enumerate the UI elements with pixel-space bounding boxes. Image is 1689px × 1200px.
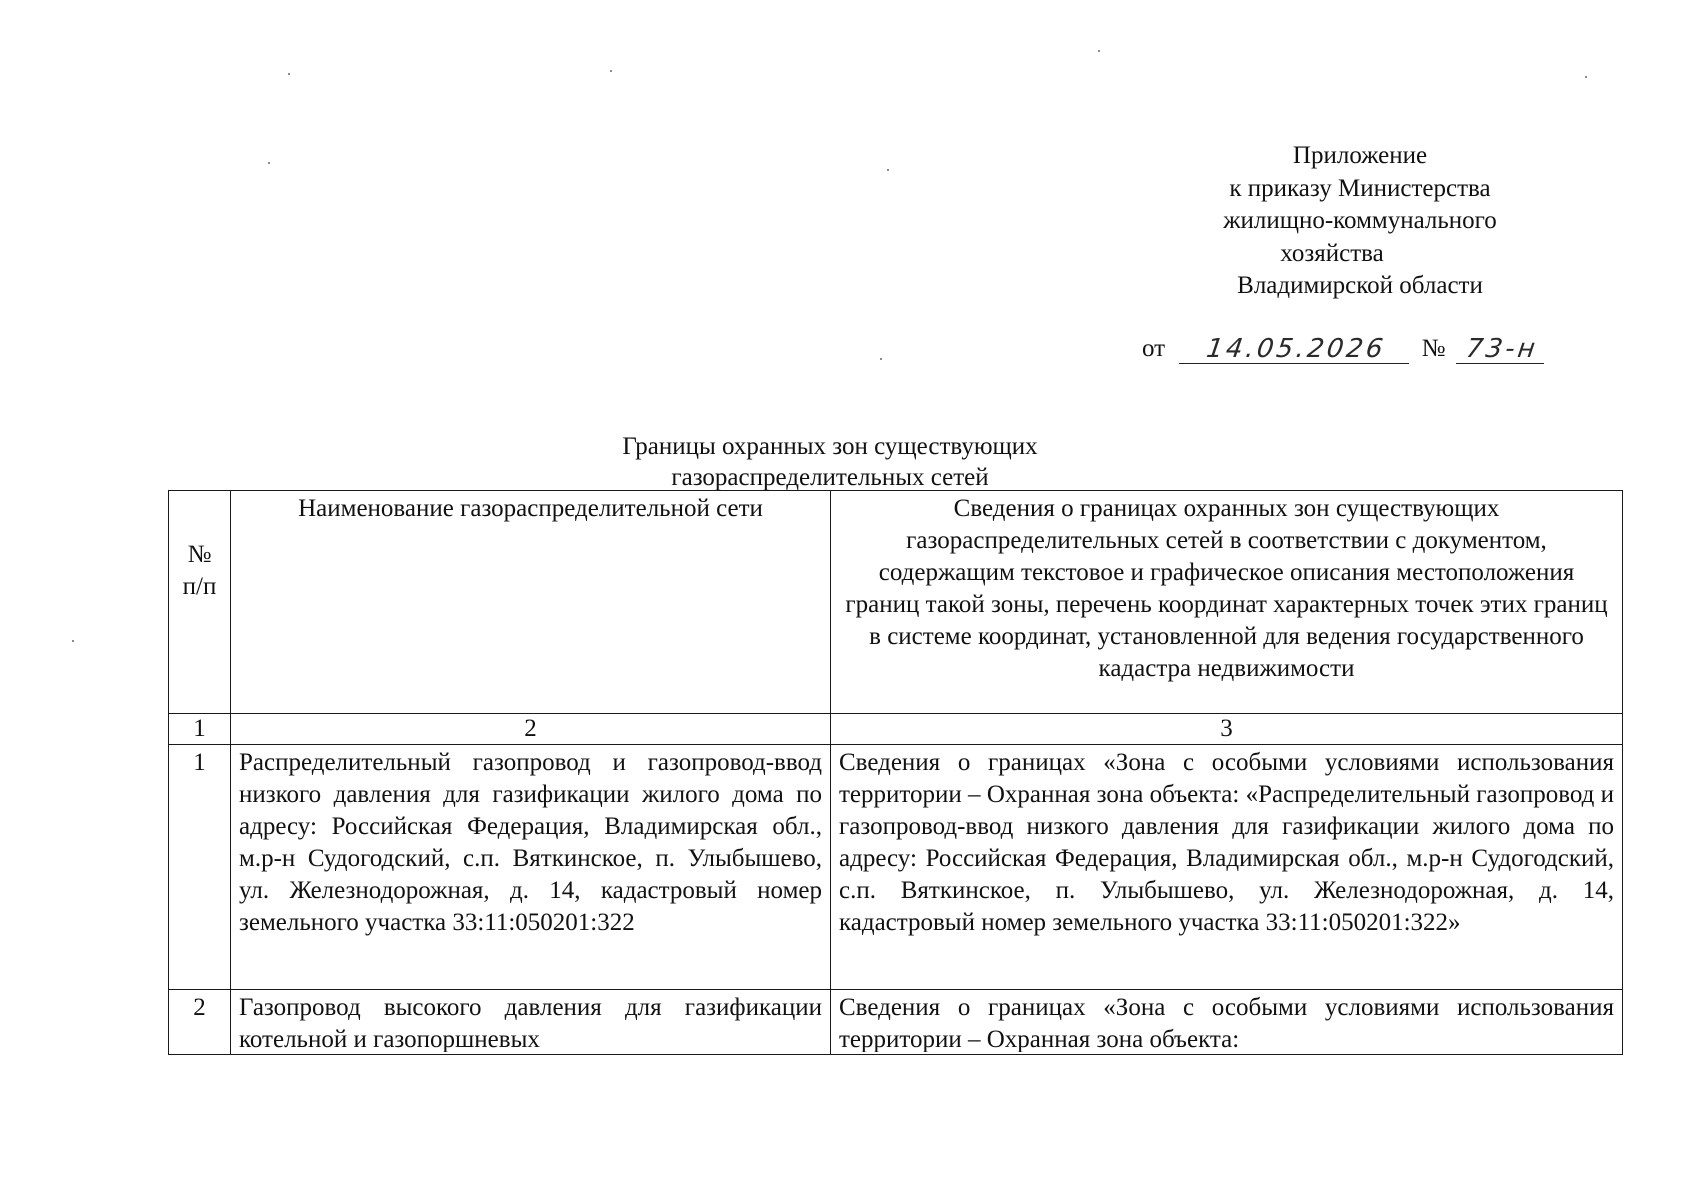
column-number: 1: [169, 714, 231, 745]
title-line-2: газораспределительных сетей: [671, 464, 989, 491]
scan-speck: [268, 162, 270, 164]
column-number-row: [169, 714, 1623, 745]
header-number: № п/п: [169, 491, 231, 714]
zone-info-text: Сведения о границах «Зона с особыми условиями использования территории – Охранная зона объекта:: [839, 994, 1614, 1052]
column-number: 3: [831, 714, 1623, 745]
scan-speck: [610, 70, 612, 72]
scan-speck: [72, 640, 74, 642]
document-title: [560, 431, 1100, 493]
zone-info-cell: Сведения о границах «Зона с особыми условиями использования территории – Охранная зона объекта: «Распределительный газопровод и газопровод-ввод низкого давления для газификации жилого дома по адресу: Российская Федерация, Владимирская обл., м.р-н Судогодский, с.п. Вяткинское, п. Улыбышево, ул. Железнодорожная, д. 14, кадастровый номер земельного участка 33:11:050201:322»: [831, 745, 1623, 990]
order-date-label: от: [1142, 335, 1166, 362]
scan-speck: [887, 169, 889, 171]
scan-speck: [288, 73, 290, 75]
zone-info-cell: [831, 990, 1623, 1055]
order-date-handwritten: 14.05.2026: [1179, 335, 1413, 364]
table-header-row: [169, 491, 1623, 714]
network-name-cell: [231, 990, 831, 1055]
appendix-line: жилищно-коммунального: [1223, 207, 1497, 234]
order-number-label: №: [1421, 335, 1446, 362]
row-number: 2: [169, 990, 231, 1055]
appendix-line: к приказу Министерства: [1229, 174, 1491, 202]
header-network-name: Наименование газораспределительной сети: [231, 491, 831, 714]
appendix-block: [1140, 140, 1580, 303]
order-number-handwritten: 73-н: [1456, 335, 1548, 364]
protection-zones-table: [168, 490, 1623, 1055]
scan-speck: [1585, 76, 1587, 78]
appendix-line: хозяйства: [1280, 239, 1384, 267]
appendix-line: Приложение: [1292, 142, 1428, 169]
network-name-cell: Распределительный газопровод и газопровод-ввод низкого давления для газификации жилого дома по адресу: Российская Федерация, Владимирская обл., м.р-н Судогодский, с.п. Вяткинское, п. Улыбышево, ул. Железнодорожная, д. 14, кадастровый номер земельного участка 33:11:050201:322: [231, 745, 831, 990]
scan-speck: [880, 358, 882, 360]
column-number: 2: [231, 714, 831, 745]
appendix-line: Владимирской области: [1237, 272, 1483, 299]
scan-speck: [1098, 50, 1100, 52]
order-reference: [1142, 334, 1546, 364]
title-line-1: Границы охранных зон существующих: [622, 433, 1038, 460]
header-zone-info: Сведения о границах охранных зон существующих газораспределительных сетей в соответствии с документом, содержащим текстовое и графическое описания местоположения границ такой зоны, перечень координат характерных точек этих границ в системе координат, установленной для ведения государственного кадастра недвижимости: [831, 491, 1623, 714]
row-number: 1: [169, 745, 231, 990]
table-row: [169, 990, 1623, 1055]
network-name-text: Газопровод высокого давления для газификации котельной и газопоршневых: [239, 994, 822, 1052]
table-row: [169, 745, 1623, 990]
